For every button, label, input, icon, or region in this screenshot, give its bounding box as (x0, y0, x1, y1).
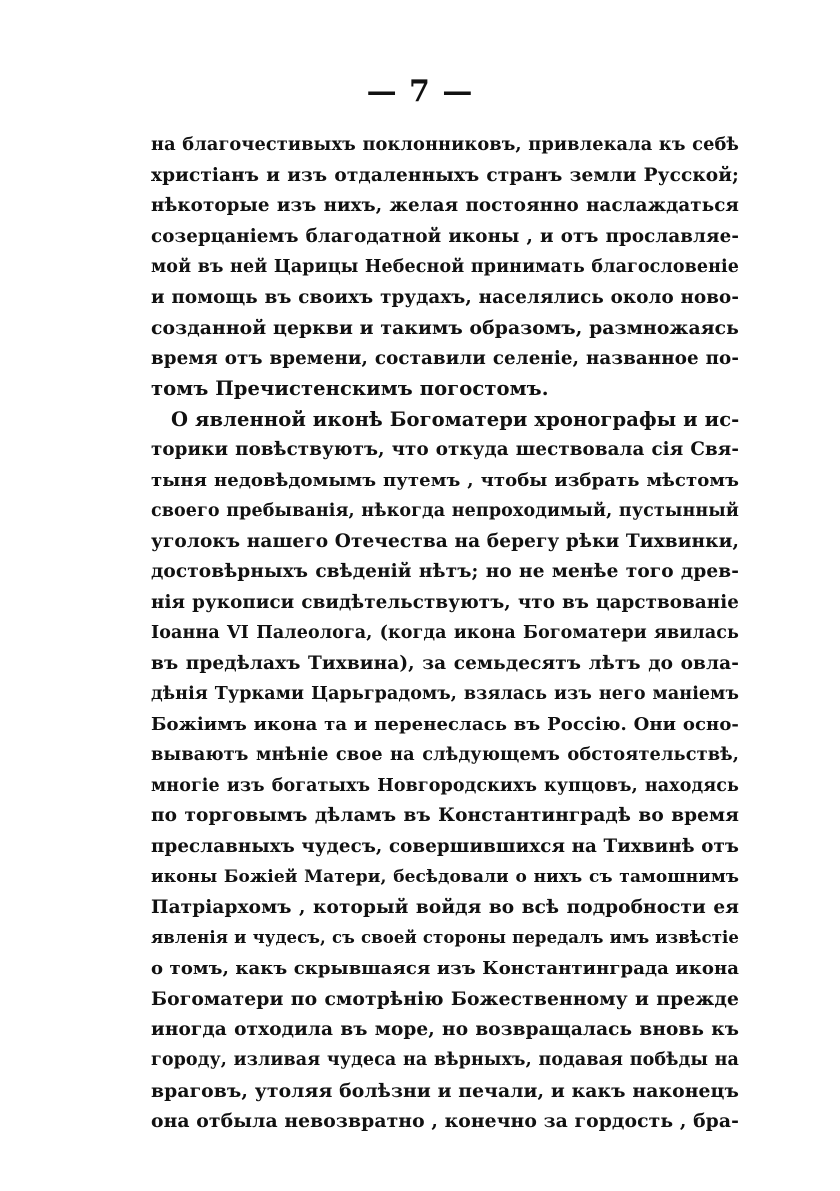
text-line: тыня недовѣдомымъ путемъ , чтобы избрать мѣстомъ (151, 469, 739, 491)
text-line: томъ Пречистенскимъ погостомъ. (151, 377, 549, 400)
text-line: вываютъ мнѣніе свое на слѣдующемъ обстоятельствѣ, (151, 744, 739, 765)
text-line: въ предѣлахъ Тихвина), за семьдесятъ лѣтъ до овла- (151, 652, 739, 674)
text-line: многіе изъ богатыхъ Новгородскихъ купцовъ, находясь (151, 775, 739, 796)
text-line: созерцаніемъ благодатной иконы , и отъ прославляе- (151, 225, 739, 247)
text-line: торики повѣствуютъ, что откуда шествовала сія Свя- (151, 439, 739, 460)
text-line: о томъ, какъ скрывшаяся изъ Константинграда икона (151, 957, 739, 979)
page-number: — 7 — (366, 74, 474, 109)
text-line: мой въ ней Царицы Небесной принимать благословеніе (151, 257, 739, 277)
text-line: христіанъ и изъ отдаленныхъ странъ земли Русской; (151, 164, 739, 186)
text-line: иногда отходила въ море, но возвращалась вновь къ (151, 1018, 739, 1040)
text-line: нія рукописи свидѣтельствуютъ, что въ царствованіе (151, 591, 739, 613)
text-line: Божіимъ икона та и перенеслась въ Россію. Они осно- (151, 713, 739, 735)
text-line: преславныхъ чудесъ, совершившихся на Тихвинѣ отъ (151, 835, 739, 857)
text-line: уголокъ нашего Отечества на берегу рѣки Тихвинки, (151, 530, 739, 552)
body-text (151, 130, 739, 1137)
text-line: дѣнія Турками Царьградомъ, взялась изъ него маніемъ (151, 684, 739, 704)
text-line: на благочестивыхъ поклонниковъ, привлекала къ себѣ (151, 134, 739, 155)
text-line: иконы Божіей Матери, бесѣдовали о нихъ съ тамошнимъ (151, 867, 739, 887)
text-line: созданной церкви и такимъ образомъ, размножаясь (151, 317, 739, 339)
text-line: и помощь въ своихъ трудахъ, населялись около ново- (151, 286, 739, 308)
text-line: городу, изливая чудеса на вѣрныхъ, подавая побѣды на (151, 1050, 739, 1070)
text-line: Патріархомъ , который войдя во всѣ подробности ея (151, 896, 739, 918)
text-line: по торговымъ дѣламъ въ Константинградѣ во время (151, 805, 739, 826)
text-line: она отбыла невозвратно , конечно за гордость , бра- (151, 1110, 739, 1132)
text-line: своего пребыванія, нѣкогда непроходимый, пустынный (151, 501, 739, 521)
text-line: Іоанна VI Палеолога, (когда икона Богоматери явилась (151, 623, 739, 643)
text-line: явленія и чудесъ, съ своей стороны передалъ имъ извѣстіе (151, 928, 739, 947)
text-line: нѣкоторые изъ нихъ, желая постоянно наслаждаться (151, 195, 739, 216)
text-line: враговъ, утоляя болѣзни и печали, и какъ наконецъ (151, 1079, 739, 1102)
text-line: время отъ времени, составили селеніе, названное по- (151, 347, 739, 369)
text-line: Богоматери по смотрѣнію Божественному и прежде (151, 988, 739, 1010)
text-line: достовѣрныхъ свѣденій нѣтъ; но не менѣе того древ- (151, 561, 739, 582)
text-line: О явленной иконѣ Богоматери хронографы и ис- (171, 407, 739, 431)
